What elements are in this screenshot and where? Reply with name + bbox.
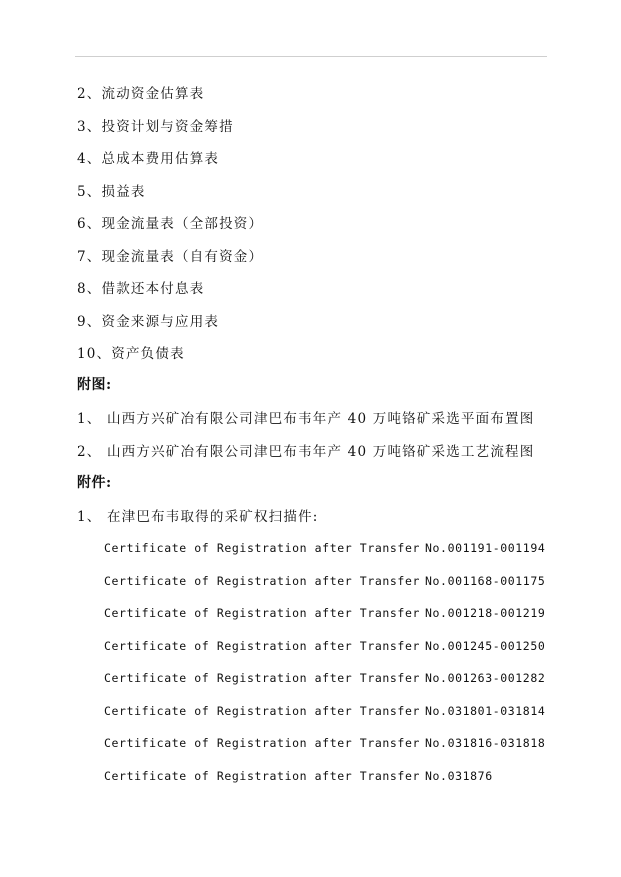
certificate-row	[104, 704, 546, 718]
attachments-intro: 1、 在津巴布韦取得的采矿权扫描件:	[77, 509, 319, 525]
list-item: 3、投资计划与资金筹措	[77, 119, 234, 135]
certificate-row	[104, 736, 546, 750]
attachments-heading: 附件:	[77, 475, 112, 491]
certificate-number: No.031876	[425, 769, 493, 783]
certificate-number: No.001263-001282	[425, 671, 546, 685]
certificate-title: Certificate of Registration after Transfer	[104, 736, 420, 750]
list-item: 8、借款还本付息表	[77, 281, 205, 297]
certificate-number: No.001168-001175	[425, 574, 546, 588]
certificate-title: Certificate of Registration after Transfer	[104, 704, 420, 718]
figure-item: 2、 山西方兴矿冶有限公司津巴布韦年产 40 万吨铬矿采选工艺流程图	[77, 444, 535, 460]
certificate-title: Certificate of Registration after Transfer	[104, 671, 420, 685]
certificate-title: Certificate of Registration after Transfer	[104, 606, 420, 620]
certificate-title: Certificate of Registration after Transfer	[104, 574, 420, 588]
certificate-number: No.001218-001219	[425, 606, 546, 620]
certificate-row	[104, 541, 546, 555]
figures-heading: 附图:	[77, 377, 112, 393]
list-item: 10、资产负债表	[77, 346, 185, 362]
certificate-title: Certificate of Registration after Transfer	[104, 639, 420, 653]
certificate-number: No.031816-031818	[425, 736, 546, 750]
figure-item: 1、 山西方兴矿冶有限公司津巴布韦年产 40 万吨铬矿采选平面布置图	[77, 411, 535, 427]
list-item: 7、现金流量表（自有资金）	[77, 249, 264, 265]
certificate-row	[104, 606, 546, 620]
certificate-title: Certificate of Registration after Transfer	[104, 769, 420, 783]
certificate-number: No.001191-001194	[425, 541, 546, 555]
list-item: 6、现金流量表（全部投资）	[77, 216, 264, 232]
list-item: 5、损益表	[77, 184, 146, 200]
list-item: 4、总成本费用估算表	[77, 151, 220, 167]
certificate-number: No.031801-031814	[425, 704, 546, 718]
certificate-row	[104, 639, 546, 653]
list-item: 9、资金来源与应用表	[77, 314, 220, 330]
list-item: 2、流动资金估算表	[77, 86, 205, 102]
header-rule	[75, 56, 547, 57]
certificate-row	[104, 769, 493, 783]
certificate-row	[104, 671, 546, 685]
certificate-title: Certificate of Registration after Transfer	[104, 541, 420, 555]
certificate-number: No.001245-001250	[425, 639, 546, 653]
certificate-row	[104, 574, 546, 588]
